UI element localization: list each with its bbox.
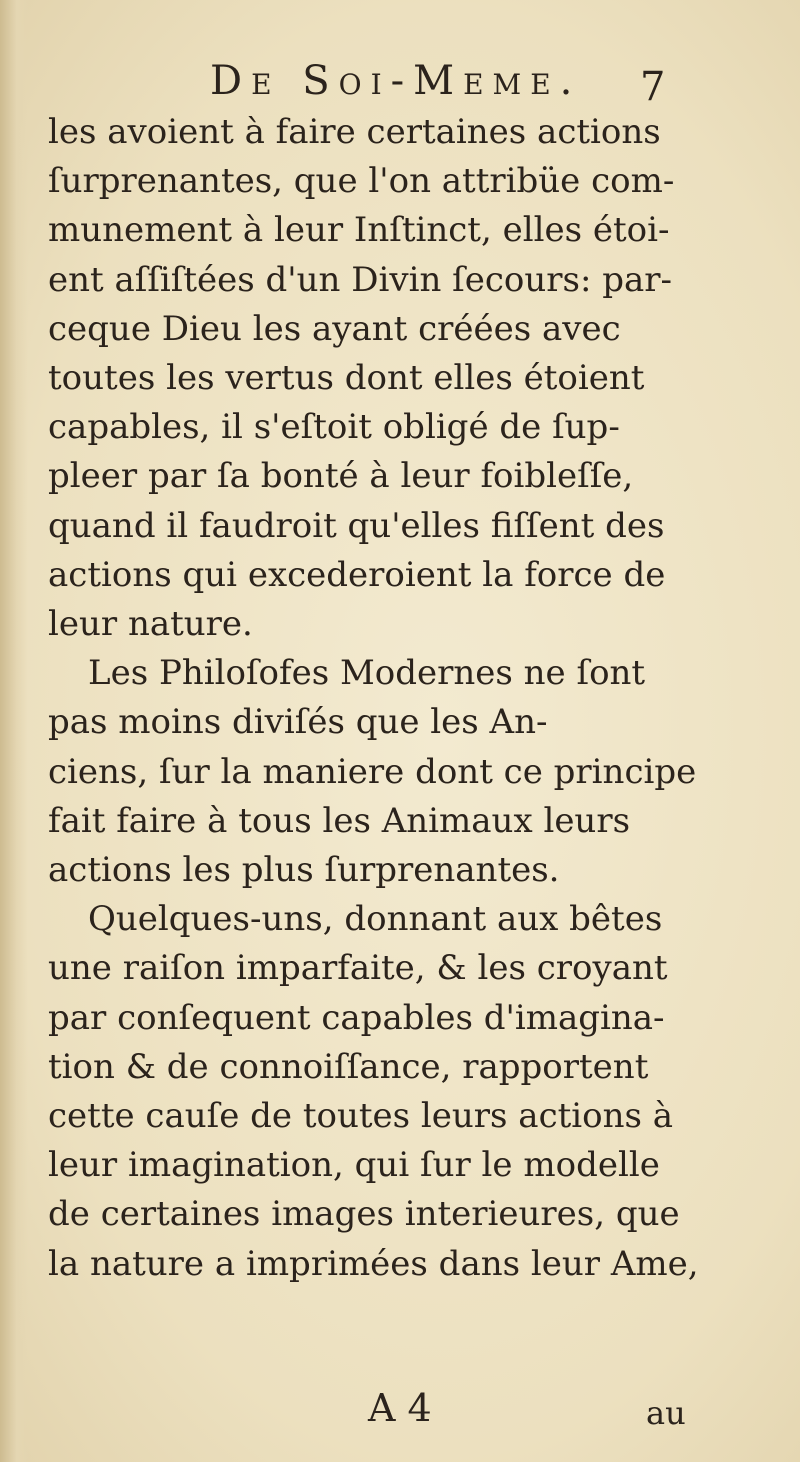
running-head: De Soi-Meme. bbox=[210, 58, 582, 104]
text-line: ciens, ſur la maniere dont ce principe bbox=[48, 751, 697, 792]
text-line: leur nature. bbox=[48, 604, 253, 645]
text-line: par conſequent capables d'imagina- bbox=[48, 997, 665, 1038]
text-line: ceque Dieu les ayant créées avec bbox=[48, 308, 621, 349]
catchword: au bbox=[646, 1394, 686, 1432]
text-line: tion & de connoiſſance, rapportent bbox=[48, 1046, 649, 1087]
text-line: ſurprenantes, que l'on attribüe com- bbox=[48, 161, 675, 202]
text-line: la nature a imprimées dans leur Ame, bbox=[48, 1243, 699, 1284]
text-line: pleer par ſa bonté à leur foibleſſe, bbox=[48, 456, 634, 497]
page-number: 7 bbox=[640, 64, 666, 110]
paragraph-start-line: Les Philoſofes Modernes ne ſont bbox=[88, 653, 646, 694]
text-line: quand il faudroit qu'elles fiſſent des bbox=[48, 505, 665, 546]
text-line: de certaines images interieures, que bbox=[48, 1194, 680, 1235]
text-line: cette cauſe de toutes leurs actions à bbox=[48, 1096, 674, 1137]
text-line: toutes les vertus dont elles étoient bbox=[48, 358, 645, 399]
signature-mark: A 4 bbox=[368, 1386, 432, 1430]
text-line: munement à leur Inſtinct, elles étoi- bbox=[48, 210, 670, 251]
text-line: pas moins diviſés que les An- bbox=[48, 702, 548, 743]
paragraph-start-line: Quelques-uns, donnant aux bêtes bbox=[88, 899, 663, 940]
text-line: capables, il s'eſtoit obligé de ſup- bbox=[48, 407, 620, 448]
binding-gutter bbox=[0, 0, 28, 1462]
text-line: actions les plus ſurprenantes. bbox=[48, 850, 560, 891]
text-line: actions qui excederoient la force de bbox=[48, 554, 666, 595]
text-line: les avoient à faire certaines actions bbox=[48, 112, 661, 152]
text-line: leur imagination, qui ſur le modelle bbox=[48, 1145, 660, 1186]
text-line: ent aſſiſtées d'un Divin ſecours: par- bbox=[48, 259, 673, 300]
text-line: une raiſon imparfaite, & les croyant bbox=[48, 948, 668, 989]
text-line: fait faire à tous les Animaux leurs bbox=[48, 800, 631, 841]
body-text bbox=[48, 108, 716, 1289]
